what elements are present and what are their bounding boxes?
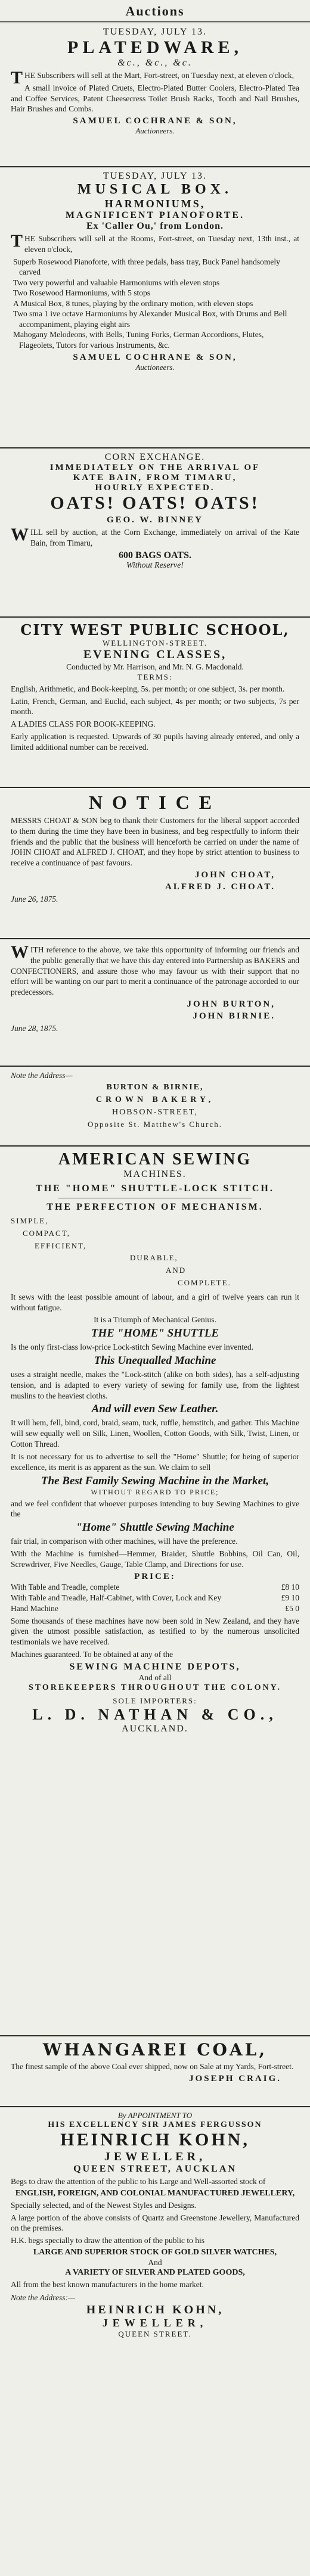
partnership-ad: [0, 939, 310, 1067]
ad-sole-label: SOLE IMPORTERS:: [113, 1696, 197, 1705]
ad-oats-banner: OATS! OATS! OATS!: [50, 493, 260, 513]
ad-importer: L. D. NATHAN & CO.,: [32, 1705, 278, 1723]
list-item: Two sma 1 ive octave Harmoniums by Alexander Musical Box, with Drums and Bell accompaniment, playing eight airs: [13, 309, 287, 329]
price-table: [11, 1582, 299, 1614]
list-item: Two Rosewood Harmoniums, with 5 stops: [13, 288, 151, 298]
ad-and: And of all: [138, 1672, 172, 1682]
ad-word: DURABLE,: [130, 1253, 178, 1263]
ad-storekeepers: STOREKEEPERS THROUGHOUT THE COLONY.: [29, 1683, 281, 1692]
sewing-machine-ad: [0, 1147, 310, 2036]
ad-paragraph: Machines guaranteed. To be obtained at any of the: [11, 1650, 173, 1659]
ad-excellency: HIS EXCELLENCY SIR JAMES FERGUSSON: [48, 2120, 262, 2129]
ad-heading-2: MACHINES.: [123, 1169, 187, 1179]
ad-subheading: THE "HOME" SHUTTLE-LOCK STITCH.: [36, 1183, 274, 1194]
ad-paragraph: A large portion of the above consists of Quartz and Greenstone Jewellery, Manufactured on the premises.: [11, 2213, 299, 2233]
ad-paragraph: It is not necessary for us to advertise to sell the "Home" Shuttle; for being of superior excellence, its merit is as apparent as the sun. We claim to sell: [11, 1451, 299, 1472]
ad-reserve: Without Reserve!: [126, 560, 184, 570]
list-item: A Musical Box, 8 tunes, playing by the ordinary motion, with eleven stops: [13, 298, 253, 308]
ad-appointment: By APPOINTMENT TO: [117, 2111, 193, 2120]
ad-callout: And will even Sew Leather.: [91, 1403, 219, 1416]
ad-heading: CITY WEST PUBLIC SCHOOL,: [20, 621, 290, 638]
ad-street: HOBSON-STREET,: [111, 1107, 199, 1117]
ad-conducted: Conducted by Mr. Harrison, and Mr. N. G. Macdonald.: [66, 662, 244, 671]
ad-body: MESSRS CHOAT & SON beg to thank their Customers for the liberal support accorded to them during the time they have been in business, and beg respectfully to inform their friends and the public that the business will henceforth be carried on under the name of JOHN CHOAT and ALFRED J. CHOAT, and they hope by strict attention to business to receive a continuance of past favours.: [11, 816, 299, 868]
ad-paragraph: and we feel confident that whoever purposes intending to buy Sewing Machines to give the: [11, 1499, 299, 1519]
table-row: [11, 1582, 299, 1593]
ad-line: HARMONIUMS,: [104, 198, 206, 210]
ad-line: MAGNIFICENT PIANOFORTE.: [65, 210, 245, 220]
ad-heading: CORN EXCHANGE.: [104, 452, 206, 462]
ad-line: HOURLY EXPECTED.: [95, 483, 215, 493]
ad-etc: &c., &c., &c.: [117, 58, 193, 68]
school-ad: [0, 618, 310, 788]
ad-body: THE Subscribers will sell at the Mart, Fort-street, on Tuesday next, at eleven o'clock,: [11, 68, 294, 88]
ad-paragraph: Specially selected, and of the Newest Styles and Designs.: [11, 2200, 197, 2210]
ad-signature: HEINRICH KOHN,: [86, 2303, 224, 2316]
ad-word-cascade: [11, 1215, 299, 1289]
list-item: Mahogany Melodeons, with Bells, Tuning Forks, German Accordions, Flutes, Flageolets, Tutors for various Instruments, &c.: [13, 330, 264, 350]
ad-highlight: LARGE AND SUPERIOR STOCK OF GOLD SILVER WATCHES,: [33, 2248, 277, 2257]
ad-paragraph: It will hem, fell, bind, cord, braid, seam, tuck, ruffle, hemstitch, and gather. This Machine will sew equally well on Silk, Linen, Woollen, Cotton Goods, with Silk, Twist, Linen, or Cotton Thread.: [11, 1418, 299, 1449]
ad-paragraph: Some thousands of these machines have now been sold in New Zealand, and they have given the utmost possible satisfaction, as testified to by the numerous unsolicited testimonials we have received.: [11, 1616, 299, 1647]
ad-items: A small invoice of Plated Cruets, Electro-Plated Butter Coolers, Electro-Plated Tea and Coffee Services, Patent Cheesecress Toilet Brush Racks, Tooth and Nail Brushes, Hair Brushes and Combs.: [11, 83, 299, 114]
ad-callout-sub: WITHOUT REGARD TO PRICE;: [91, 1487, 219, 1496]
ad-date: June 26, 1875.: [11, 895, 58, 904]
section-title: Auctions: [0, 0, 310, 23]
ad-heading: WHANGAREI COAL,: [42, 2040, 268, 2060]
ad-line: KATE BAIN, FROM TIMARU,: [73, 473, 237, 482]
ad-address: WELLINGTON-STREET.: [103, 638, 207, 647]
coal-ad: [0, 2036, 310, 2107]
ad-paragraph: H.K. begs specially to draw the attention of the public to his: [11, 2236, 205, 2245]
list-item: Superb Rosewood Pianoforte, with three pedals, bass tray, Buck Panel handsomely carved: [13, 257, 280, 277]
ad-term: Early application is requested. Upwards of 30 pupils having already entered, and only a limited additional number can be received.: [11, 732, 299, 752]
ad-city: AUCKLAND.: [122, 1723, 188, 1734]
ad-date: June 28, 1875.: [11, 1024, 58, 1033]
ad-paragraph: uses a straight needle, makes the "Lock-stitch (alike on both sides), has a self-adjusting tension, and is adapted to every variety of sewing for family use, from the lightest muslins to the heaviest cloths.: [11, 1370, 299, 1400]
ad-callout: "Home" Shuttle Sewing Machine: [76, 1521, 234, 1534]
ad-word: AND: [166, 1266, 187, 1275]
ad-body: WITH reference to the above, we take this opportunity of informing our friends and the public generally that we have this day entered into Partnership as BAKERS and CONFECTIONERS, and assure those who may favour us with their support that no effort will be wanting on our part to merit a continuance of the patronage accorded to our predecessors.: [11, 942, 300, 997]
ad-word: COMPACT,: [23, 1228, 70, 1238]
ad-name: HEINRICH KOHN,: [60, 2130, 250, 2150]
price-value: £8 10: [281, 1582, 299, 1591]
ad-term: English, Arithmetic, and Book-keeping, 5s. per month; or one subject, 3s. per month.: [11, 684, 285, 693]
ad-seller-role: Auctioneers.: [135, 126, 175, 136]
ad-note: Note the Address:—: [11, 2292, 75, 2302]
ad-note: Note the Address—: [11, 1071, 73, 1080]
ad-callout: The Best Family Sewing Machine in the Market,: [41, 1474, 269, 1487]
ad-opposite: Opposite St. Matthew's Church.: [88, 1119, 222, 1129]
ad-paragraph: With the Machine is furnished—Hemmer, Braider, Shuttle Bobbins, Oil Can, Oil, Screwdriver, Five Needles, Gauge, Table Clamp, and Directions for use.: [11, 1549, 299, 1569]
ad-paragraph: fair trial, in comparison with other machines, will have the preference.: [11, 1537, 238, 1546]
table-row: [11, 1603, 299, 1614]
ad-highlight: A VARIETY OF SILVER AND PLATED GOODS,: [65, 2267, 245, 2277]
ad-callout: This Unequalled Machine: [94, 1354, 216, 1368]
ad-word: SIMPLE,: [11, 1216, 49, 1225]
ad-body: THE Subscribers will sell at the Rooms, Fort-street, on Tuesday next, 13th inst., at eleven o'clock,: [11, 231, 299, 254]
ad-body: WILL sell by auction, at the Corn Exchange, immediately on arrival of the Kate Bain, from Timaru,: [11, 525, 299, 547]
ad-signature: JOHN CHOAT,: [195, 870, 275, 880]
ad-heading: AMERICAN SEWING: [58, 1150, 252, 1169]
price-item: With Table and Treadle, Half-Cabinet, with Cover, Lock and Key: [11, 1593, 222, 1602]
ad-seller: GEO. W. BINNEY: [106, 515, 204, 525]
corn-exchange-ad: [0, 448, 310, 618]
ad-term: Latin, French, German, and Euclid, each subject, 4s per month; or two subjects, 7s per month.: [11, 696, 299, 717]
ad-perfection: THE PERFECTION OF MECHANISM.: [46, 1202, 264, 1212]
ad-depots: SEWING MACHINE DEPOTS,: [69, 1661, 241, 1672]
ad-paragraph: It sews with the least possible amount of labour, and a girl of twelve years can run it without fatigue.: [11, 1292, 299, 1312]
ad-callout: THE "HOME" SHUTTLE: [91, 1327, 219, 1340]
ad-seller: JOSEPH CRAIG.: [189, 2073, 281, 2083]
ad-body: The finest sample of the above Coal ever shipped, now on Sale at my Yards, Fort-street.: [11, 2062, 294, 2071]
price-item: With Table and Treadle, complete: [11, 1582, 120, 1591]
ad-ship: Ex 'Caller Ou,' from London.: [86, 221, 224, 231]
price-item: Hand Machine: [11, 1603, 58, 1613]
ad-heading: MUSICAL BOX.: [77, 182, 233, 197]
ad-signature: JEWELLER,: [102, 2316, 208, 2329]
notice-ad: [0, 788, 310, 939]
ad-item-list: [11, 257, 299, 351]
ad-price-label: PRICE:: [134, 1571, 176, 1581]
ad-heading: PLATEDWARE,: [67, 38, 243, 57]
ad-street: QUEEN STREET, AUCKLAN: [73, 2164, 237, 2174]
ad-subheading: EVENING CLASSES,: [83, 648, 227, 661]
ad-word: COMPLETE.: [178, 1278, 231, 1287]
ad-signature: JOHN BURTON,: [187, 999, 275, 1010]
ad-seller: SAMUEL COCHRANE & SON,: [73, 116, 237, 126]
ad-terms-label: TERMS:: [137, 672, 173, 681]
jeweller-ad: [0, 2107, 310, 2388]
ad-seller: SAMUEL COCHRANE & SON,: [73, 352, 237, 362]
ad-seller-role: Auctioneers.: [135, 362, 175, 372]
ad-trade: JEWELLER,: [104, 2150, 206, 2163]
ad-heading: NOTICE: [88, 792, 222, 813]
ad-signature: ALFRED J. CHOAT.: [165, 882, 275, 892]
ad-firm: BURTON & BIRNIE,: [106, 1082, 204, 1092]
ad-date: TUESDAY, JULY 13.: [103, 171, 207, 181]
price-value: £5 0: [285, 1603, 299, 1613]
price-value: £9 10: [281, 1593, 299, 1602]
bakery-address-ad: [0, 1067, 310, 1147]
ad-signature: QUEEN STREET.: [118, 2329, 192, 2338]
list-item: Two very powerful and valuable Harmoniums with eleven stops: [13, 278, 220, 287]
ad-highlight: ENGLISH, FOREIGN, AND COLONIAL MANUFACTURED JEWELLERY,: [15, 2188, 295, 2198]
ad-word: EFFICIENT,: [35, 1241, 87, 1250]
ad-signature: JOHN BIRNIE.: [193, 1011, 275, 1021]
ad-line: IMMEDIATELY ON THE ARRIVAL OF: [49, 463, 261, 472]
musical-box-ad: [0, 167, 310, 448]
ad-quantity: 600 BAGS OATS.: [119, 550, 191, 560]
ad-date: TUESDAY, JULY 13.: [103, 27, 207, 37]
ad-term: A LADIES CLASS FOR BOOK-KEEPING.: [11, 719, 156, 729]
ad-paragraph: Begs to draw the attention of the public to his Large and Well-assorted stock of: [11, 2177, 266, 2186]
ad-and: And: [148, 2258, 162, 2267]
ad-paragraph: All from the best known manufacturers in the home market.: [11, 2279, 204, 2289]
table-row: [11, 1593, 299, 1603]
platedware-ad: [0, 23, 310, 167]
ad-paragraph: Is the only first-class low-price Lock-stitch Sewing Machine ever invented.: [11, 1342, 254, 1352]
ad-bakery: CROWN BAKERY,: [95, 1095, 215, 1104]
ad-paragraph: It is a Triumph of Mechanical Genius.: [94, 1315, 216, 1325]
